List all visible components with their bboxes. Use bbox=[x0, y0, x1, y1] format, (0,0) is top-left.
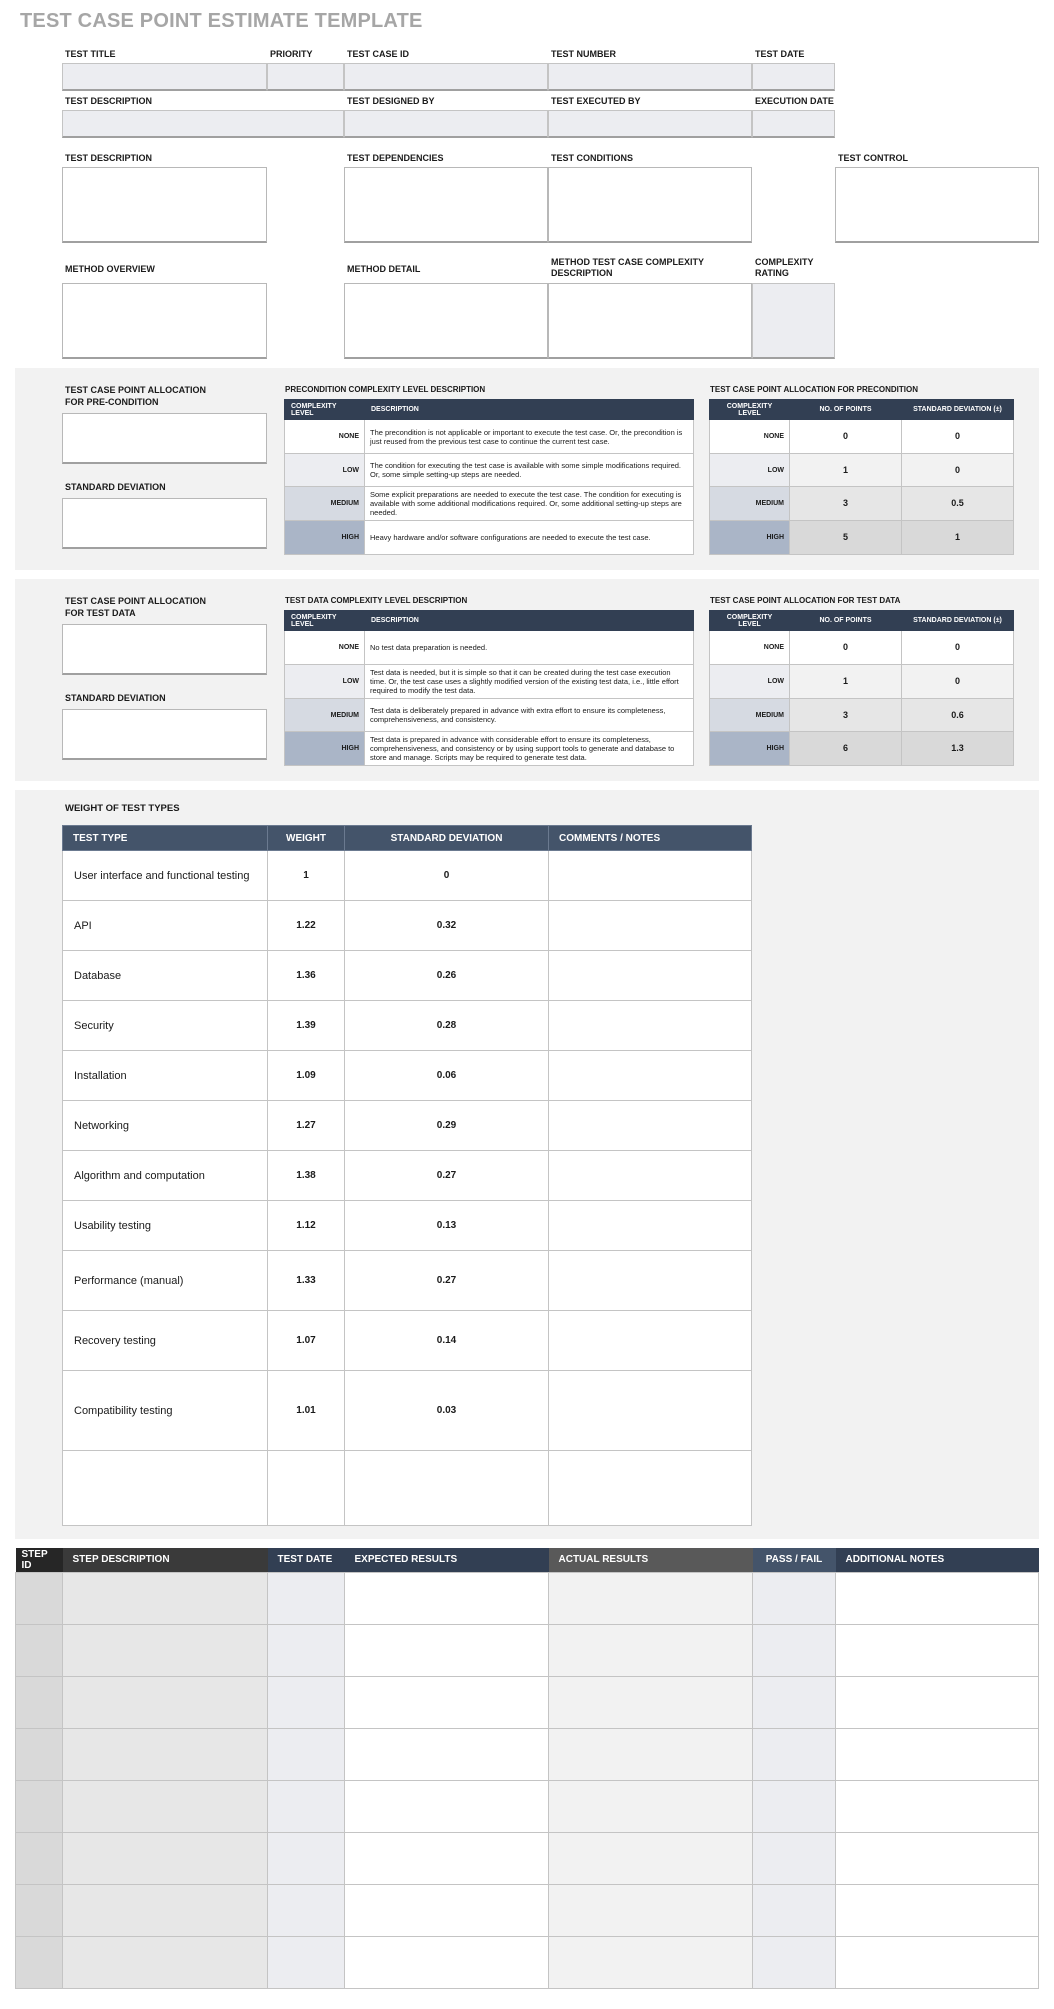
label-execution-date: EXECUTION DATE bbox=[755, 96, 834, 106]
weight-cell: 1.33 bbox=[268, 1251, 345, 1311]
level-medium: MEDIUM bbox=[710, 699, 790, 732]
std-dev-cell: 0.32 bbox=[345, 901, 549, 951]
comments-cell[interactable] bbox=[549, 1101, 752, 1151]
std-none: 0 bbox=[902, 631, 1014, 665]
precondition-desc-title: PRECONDITION COMPLEXITY LEVEL DESCRIPTION bbox=[285, 385, 486, 394]
weight-cell: 1.39 bbox=[268, 1001, 345, 1051]
label-test-date: TEST DATE bbox=[755, 49, 805, 59]
step-id-cell[interactable] bbox=[16, 1884, 63, 1936]
comments-cell[interactable] bbox=[549, 1311, 752, 1371]
test-data-allocation-input[interactable] bbox=[62, 624, 267, 675]
pass-fail-cell[interactable] bbox=[753, 1676, 836, 1728]
comments-cell[interactable] bbox=[549, 1001, 752, 1051]
step-row bbox=[16, 1884, 1039, 1936]
step-id-cell[interactable] bbox=[16, 1676, 63, 1728]
label-method-overview: METHOD OVERVIEW bbox=[65, 264, 155, 274]
header-complexity-level: COMPLEXITY LEVEL bbox=[285, 611, 365, 631]
test-date-cell[interactable] bbox=[268, 1728, 345, 1780]
label-test-executed-by: TEST EXECUTED BY bbox=[551, 96, 641, 106]
test-type-cell: Networking bbox=[63, 1101, 268, 1151]
level-medium: MEDIUM bbox=[710, 487, 790, 521]
label-test-title: TEST TITLE bbox=[65, 49, 116, 59]
std-dev-cell: 0.27 bbox=[345, 1151, 549, 1201]
weight-cell: 1 bbox=[268, 851, 345, 901]
expected-results-cell[interactable] bbox=[345, 1572, 549, 1624]
actual-results-cell[interactable] bbox=[549, 1676, 753, 1728]
level-medium: MEDIUM bbox=[285, 699, 365, 732]
std-medium: 0.5 bbox=[902, 487, 1014, 521]
additional-notes-cell[interactable] bbox=[836, 1936, 1039, 1988]
header-test-date: TEST DATE bbox=[268, 1548, 345, 1572]
step-description-cell[interactable] bbox=[63, 1728, 268, 1780]
pass-fail-cell[interactable] bbox=[753, 1936, 836, 1988]
label-test-control: TEST CONTROL bbox=[838, 153, 908, 163]
label-priority: PRIORITY bbox=[270, 49, 313, 59]
test-type-cell: Algorithm and computation bbox=[63, 1151, 268, 1201]
weight-cell: 1.07 bbox=[268, 1311, 345, 1371]
std-dev-cell: 0 bbox=[345, 851, 549, 901]
header-description: DESCRIPTION bbox=[365, 611, 694, 631]
priority-field[interactable] bbox=[267, 63, 344, 91]
description-none: The precondition is not applicable or important to execute the test case. Or, the precondition is just reused from the previous test case to continue the current test case. bbox=[365, 420, 694, 454]
level-low: LOW bbox=[710, 665, 790, 699]
label-complexity-rating: COMPLEXITY RATING bbox=[755, 257, 814, 278]
additional-notes-cell[interactable] bbox=[836, 1728, 1039, 1780]
std-dev-cell: 0.27 bbox=[345, 1251, 549, 1311]
actual-results-cell[interactable] bbox=[549, 1572, 753, 1624]
std-dev-cell: 0.29 bbox=[345, 1101, 549, 1151]
complexity-rating-box[interactable] bbox=[752, 283, 835, 359]
weight-cell: 1.36 bbox=[268, 951, 345, 1001]
weight-cell: 1.12 bbox=[268, 1201, 345, 1251]
description-high: Test data is prepared in advance with considerable effort to ensure its completeness, comprehensiveness, and consistency or by using support tools to generate and database to store and manage. Scripts may be required to generate test data. bbox=[365, 732, 694, 766]
description-medium: Test data is deliberately prepared in advance with extra effort to ensure its completeness, comprehensiveness, and consistency. bbox=[365, 699, 694, 732]
test-title-field[interactable] bbox=[62, 63, 267, 91]
expected-results-cell[interactable] bbox=[345, 1832, 549, 1884]
points-none: 0 bbox=[790, 420, 902, 454]
method-detail-box[interactable] bbox=[344, 283, 548, 359]
test-data-allocation-table bbox=[709, 610, 1014, 766]
test-type-cell: Performance (manual) bbox=[63, 1251, 268, 1311]
step-description-cell[interactable] bbox=[63, 1936, 268, 1988]
points-high: 6 bbox=[790, 732, 902, 766]
header-comments-notes: COMMENTS / NOTES bbox=[549, 826, 752, 851]
additional-notes-cell[interactable] bbox=[836, 1780, 1039, 1832]
level-low: LOW bbox=[285, 665, 365, 699]
level-low: LOW bbox=[285, 454, 365, 487]
comments-cell[interactable] bbox=[549, 1151, 752, 1201]
expected-results-cell[interactable] bbox=[345, 1884, 549, 1936]
label-test-data-std-dev: STANDARD DEVIATION bbox=[65, 693, 166, 703]
points-none: 0 bbox=[790, 631, 902, 665]
additional-notes-cell[interactable] bbox=[836, 1572, 1039, 1624]
pass-fail-cell[interactable] bbox=[753, 1884, 836, 1936]
step-description-cell[interactable] bbox=[63, 1780, 268, 1832]
test-type-cell: Database bbox=[63, 951, 268, 1001]
test-control-box[interactable] bbox=[835, 167, 1039, 243]
test-date-cell[interactable] bbox=[268, 1884, 345, 1936]
step-description-cell[interactable] bbox=[63, 1832, 268, 1884]
std-dev-cell: 0.14 bbox=[345, 1311, 549, 1371]
label-method-detail: METHOD DETAIL bbox=[347, 264, 421, 274]
pass-fail-cell[interactable] bbox=[753, 1728, 836, 1780]
step-description-cell[interactable] bbox=[63, 1884, 268, 1936]
test-date-cell[interactable] bbox=[268, 1572, 345, 1624]
test-description-box[interactable] bbox=[62, 167, 267, 243]
std-dev-cell: 0.06 bbox=[345, 1051, 549, 1101]
expected-results-cell[interactable] bbox=[345, 1780, 549, 1832]
step-row bbox=[16, 1832, 1039, 1884]
weights-title: WEIGHT OF TEST TYPES bbox=[65, 803, 180, 814]
execution-date-field[interactable] bbox=[752, 110, 835, 138]
header-standard-deviation: STANDARD DEVIATION (±) bbox=[902, 400, 1014, 420]
expected-results-cell[interactable] bbox=[345, 1624, 549, 1676]
test-date-cell[interactable] bbox=[268, 1936, 345, 1988]
header-standard-deviation: STANDARD DEVIATION bbox=[345, 826, 549, 851]
comments-cell[interactable] bbox=[549, 851, 752, 901]
points-high: 5 bbox=[790, 521, 902, 555]
test-type-cell: API bbox=[63, 901, 268, 951]
actual-results-cell[interactable] bbox=[549, 1624, 753, 1676]
level-none: NONE bbox=[710, 631, 790, 665]
test-executed-by-field[interactable] bbox=[548, 110, 752, 138]
method-overview-box[interactable] bbox=[62, 283, 267, 359]
step-description-cell[interactable] bbox=[63, 1624, 268, 1676]
precondition-std-dev-input[interactable] bbox=[62, 498, 267, 549]
level-low: LOW bbox=[710, 454, 790, 487]
step-description-cell[interactable] bbox=[63, 1572, 268, 1624]
step-row bbox=[16, 1728, 1039, 1780]
expected-results-cell[interactable] bbox=[345, 1728, 549, 1780]
level-none: NONE bbox=[285, 420, 365, 454]
comments-cell[interactable] bbox=[549, 1201, 752, 1251]
step-id-cell[interactable] bbox=[16, 1780, 63, 1832]
test-data-desc-title: TEST DATA COMPLEXITY LEVEL DESCRIPTION bbox=[285, 596, 468, 605]
points-low: 1 bbox=[790, 665, 902, 699]
test-type-cell: Installation bbox=[63, 1051, 268, 1101]
std-high: 1 bbox=[902, 521, 1014, 555]
actual-results-cell[interactable] bbox=[549, 1884, 753, 1936]
page-title: TEST CASE POINT ESTIMATE TEMPLATE bbox=[20, 10, 423, 32]
test-number-field[interactable] bbox=[548, 63, 752, 91]
expected-results-cell[interactable] bbox=[345, 1676, 549, 1728]
step-id-cell[interactable] bbox=[16, 1572, 63, 1624]
label-test-number: TEST NUMBER bbox=[551, 49, 616, 59]
expected-results-cell[interactable] bbox=[345, 1936, 549, 1988]
description-high: Heavy hardware and/or software configurations are needed to execute the test case. bbox=[365, 521, 694, 555]
label-test-description-2: TEST DESCRIPTION bbox=[65, 153, 153, 163]
weight-cell: 1.27 bbox=[268, 1101, 345, 1151]
additional-notes-cell[interactable] bbox=[836, 1624, 1039, 1676]
pass-fail-cell[interactable] bbox=[753, 1832, 836, 1884]
header-description: DESCRIPTION bbox=[365, 400, 694, 420]
additional-notes-cell[interactable] bbox=[836, 1832, 1039, 1884]
std-dev-cell[interactable] bbox=[345, 1451, 549, 1526]
header-complexity-level: COMPLEXITY LEVEL bbox=[285, 400, 365, 420]
std-high: 1.3 bbox=[902, 732, 1014, 766]
header-no-of-points: NO. OF POINTS bbox=[790, 400, 902, 420]
precondition-description-table bbox=[284, 399, 694, 555]
level-none: NONE bbox=[285, 631, 365, 665]
label-allocation-precondition-1: TEST CASE POINT ALLOCATION bbox=[65, 385, 206, 395]
test-type-cell: Recovery testing bbox=[63, 1311, 268, 1371]
level-high: HIGH bbox=[710, 521, 790, 555]
step-id-cell[interactable] bbox=[16, 1832, 63, 1884]
header-complexity-level: COMPLEXITY LEVEL bbox=[710, 400, 790, 420]
weight-cell: 1.01 bbox=[268, 1371, 345, 1451]
pass-fail-cell[interactable] bbox=[753, 1624, 836, 1676]
header-weight: WEIGHT bbox=[268, 826, 345, 851]
comments-cell[interactable] bbox=[549, 901, 752, 951]
label-allocation-test-data-2: FOR TEST DATA bbox=[65, 608, 136, 618]
level-medium: MEDIUM bbox=[285, 487, 365, 521]
description-none: No test data preparation is needed. bbox=[365, 631, 694, 665]
comments-cell[interactable] bbox=[549, 951, 752, 1001]
step-id-cell[interactable] bbox=[16, 1624, 63, 1676]
comments-cell[interactable] bbox=[549, 1371, 752, 1451]
std-dev-cell: 0.03 bbox=[345, 1371, 549, 1451]
test-description-field[interactable] bbox=[62, 110, 344, 138]
pass-fail-cell[interactable] bbox=[753, 1572, 836, 1624]
points-medium: 3 bbox=[790, 699, 902, 732]
test-type-cell[interactable] bbox=[63, 1451, 268, 1526]
label-allocation-test-data-1: TEST CASE POINT ALLOCATION bbox=[65, 596, 206, 606]
actual-results-cell[interactable] bbox=[549, 1936, 753, 1988]
points-medium: 3 bbox=[790, 487, 902, 521]
precondition-allocation-table bbox=[709, 399, 1014, 555]
step-row bbox=[16, 1676, 1039, 1728]
test-type-cell: User interface and functional testing bbox=[63, 851, 268, 901]
test-data-alloc-title: TEST CASE POINT ALLOCATION FOR TEST DATA bbox=[710, 596, 901, 605]
test-designed-by-field[interactable] bbox=[344, 110, 548, 138]
header-no-of-points: NO. OF POINTS bbox=[790, 611, 902, 631]
std-low: 0 bbox=[902, 665, 1014, 699]
level-high: HIGH bbox=[285, 732, 365, 766]
comments-cell[interactable] bbox=[549, 1051, 752, 1101]
header-step-id: STEP ID bbox=[16, 1548, 63, 1572]
test-type-cell: Compatibility testing bbox=[63, 1371, 268, 1451]
std-low: 0 bbox=[902, 454, 1014, 487]
comments-cell[interactable] bbox=[549, 1251, 752, 1311]
test-type-cell: Security bbox=[63, 1001, 268, 1051]
additional-notes-cell[interactable] bbox=[836, 1676, 1039, 1728]
header-expected-results: EXPECTED RESULTS bbox=[345, 1548, 549, 1572]
label-precondition-std-dev: STANDARD DEVIATION bbox=[65, 482, 166, 492]
std-medium: 0.6 bbox=[902, 699, 1014, 732]
step-row bbox=[16, 1780, 1039, 1832]
pass-fail-cell[interactable] bbox=[753, 1780, 836, 1832]
test-date-cell[interactable] bbox=[268, 1780, 345, 1832]
label-test-dependencies: TEST DEPENDENCIES bbox=[347, 153, 444, 163]
header-standard-deviation: STANDARD DEVIATION (±) bbox=[902, 611, 1014, 631]
label-test-description: TEST DESCRIPTION bbox=[65, 96, 153, 106]
weight-cell: 1.09 bbox=[268, 1051, 345, 1101]
std-dev-cell: 0.13 bbox=[345, 1201, 549, 1251]
test-conditions-box[interactable] bbox=[548, 167, 752, 243]
method-complexity-description-box[interactable] bbox=[548, 283, 752, 359]
std-dev-cell: 0.28 bbox=[345, 1001, 549, 1051]
level-high: HIGH bbox=[710, 732, 790, 766]
actual-results-cell[interactable] bbox=[549, 1780, 753, 1832]
description-medium: Some explicit preparations are needed to execute the test case. The condition for executing is available with some additional modifications required. Or, some additional setting-up steps are needed. bbox=[365, 487, 694, 521]
level-none: NONE bbox=[710, 420, 790, 454]
label-test-case-id: TEST CASE ID bbox=[347, 49, 410, 59]
description-low: Test data is needed, but it is simple so that it can be created during the test case execution time. Or, the test case uses a slightly modified version of the existing test data, i.e., little effort required to modify the test data. bbox=[365, 665, 694, 699]
step-row bbox=[16, 1572, 1039, 1624]
description-low: The condition for executing the test case is available with some simple modifications required. Or, some simple setting-up steps are needed. bbox=[365, 454, 694, 487]
steps-table bbox=[15, 1548, 1039, 1989]
label-test-designed-by: TEST DESIGNED BY bbox=[347, 96, 435, 106]
actual-results-cell[interactable] bbox=[549, 1728, 753, 1780]
step-row bbox=[16, 1624, 1039, 1676]
test-date-field[interactable] bbox=[752, 63, 835, 91]
test-type-cell: Usability testing bbox=[63, 1201, 268, 1251]
test-date-cell[interactable] bbox=[268, 1624, 345, 1676]
header-step-description: STEP DESCRIPTION bbox=[63, 1548, 268, 1572]
precondition-alloc-title: TEST CASE POINT ALLOCATION FOR PRECONDITION bbox=[710, 385, 918, 394]
weights-table bbox=[62, 825, 752, 1526]
label-method-complexity-description: METHOD TEST CASE COMPLEXITY DESCRIPTION bbox=[551, 257, 704, 278]
header-pass-fail: PASS / FAIL bbox=[753, 1548, 836, 1572]
points-low: 1 bbox=[790, 454, 902, 487]
label-allocation-precondition-2: FOR PRE-CONDITION bbox=[65, 397, 159, 407]
header-actual-results: ACTUAL RESULTS bbox=[549, 1548, 753, 1572]
weight-cell: 1.38 bbox=[268, 1151, 345, 1201]
header-complexity-level: COMPLEXITY LEVEL bbox=[710, 611, 790, 631]
comments-cell[interactable] bbox=[549, 1451, 752, 1526]
steps-body bbox=[16, 1572, 1039, 1988]
step-row bbox=[16, 1936, 1039, 1988]
header-test-type: TEST TYPE bbox=[63, 826, 268, 851]
test-case-id-field[interactable] bbox=[344, 63, 548, 91]
weight-cell[interactable] bbox=[268, 1451, 345, 1526]
test-date-cell[interactable] bbox=[268, 1676, 345, 1728]
std-dev-cell: 0.26 bbox=[345, 951, 549, 1001]
test-dependencies-box[interactable] bbox=[344, 167, 548, 243]
level-high: HIGH bbox=[285, 521, 365, 555]
step-id-cell[interactable] bbox=[16, 1936, 63, 1988]
additional-notes-cell[interactable] bbox=[836, 1884, 1039, 1936]
step-description-cell[interactable] bbox=[63, 1676, 268, 1728]
label-test-conditions: TEST CONDITIONS bbox=[551, 153, 634, 163]
precondition-allocation-input[interactable] bbox=[62, 413, 267, 464]
test-data-std-dev-input[interactable] bbox=[62, 709, 267, 760]
std-none: 0 bbox=[902, 420, 1014, 454]
weight-cell: 1.22 bbox=[268, 901, 345, 951]
header-additional-notes: ADDITIONAL NOTES bbox=[836, 1548, 1039, 1572]
step-id-cell[interactable] bbox=[16, 1728, 63, 1780]
actual-results-cell[interactable] bbox=[549, 1832, 753, 1884]
test-date-cell[interactable] bbox=[268, 1832, 345, 1884]
test-data-description-table bbox=[284, 610, 694, 766]
